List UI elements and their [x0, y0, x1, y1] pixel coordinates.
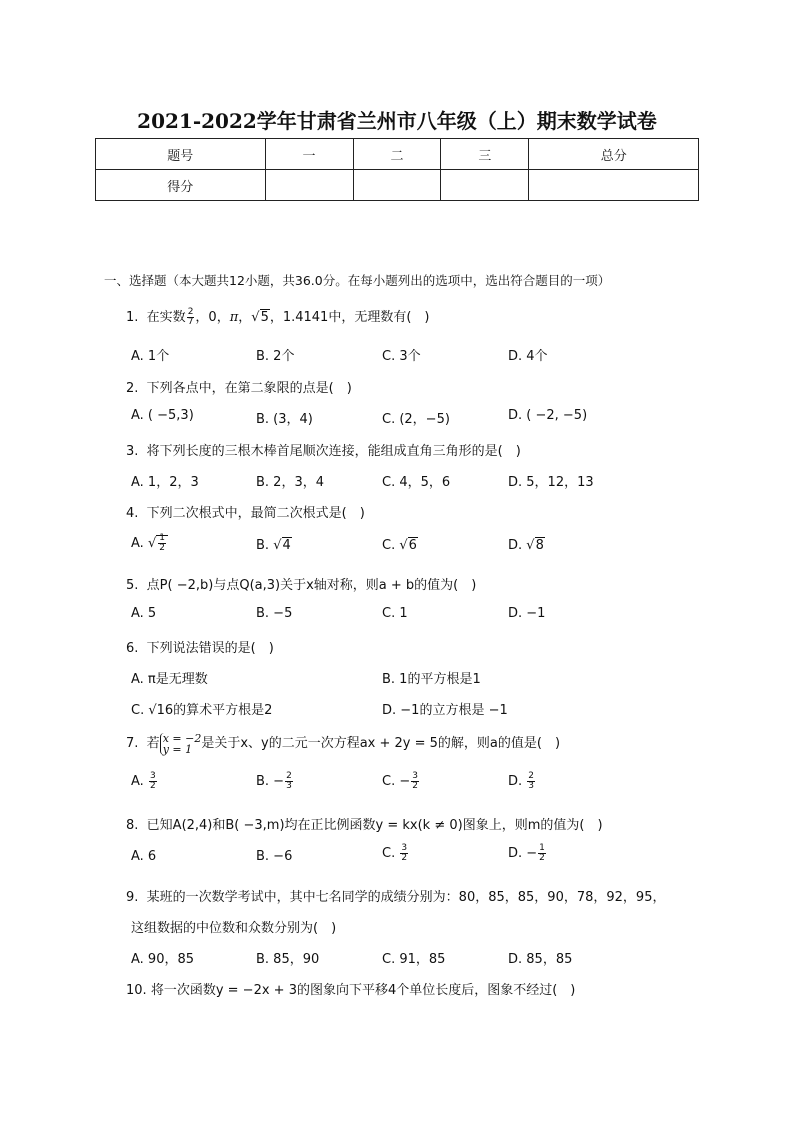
option-b[interactable]: B. −5: [256, 606, 293, 621]
question-6: 6. 下列说法错误的是( ): [126, 641, 274, 656]
option-d[interactable]: D. − $\frac{1}{2}$: [508, 843, 545, 863]
score-table: [95, 138, 699, 201]
question-2: 2. 下列各点中，在第二象限的点是( ): [126, 381, 352, 396]
score-header-cell: 三: [441, 139, 529, 170]
question-9-continued: 这组数据的中位数和众数分别为( ): [131, 921, 337, 936]
option-a[interactable]: A. 6: [131, 849, 157, 864]
question-text: 在实数: [146, 310, 186, 325]
option-a[interactable]: A. 90，85: [131, 952, 195, 967]
option-a[interactable]: A. $\frac{3}{2}$: [131, 771, 156, 791]
option-d[interactable]: D. $\frac{2}{3}$: [508, 771, 535, 791]
question-3: 3. 将下列长度的三根木棒首尾顺次连接，能组成直角三角形的是( ): [126, 444, 521, 459]
option-d[interactable]: D. 5，12，13: [508, 475, 594, 490]
question-number: 1.: [126, 310, 139, 325]
score-cell: [265, 170, 353, 201]
option-c[interactable]: C. (2，−5): [382, 412, 450, 427]
option-b[interactable]: B. 2，3，4: [256, 475, 324, 490]
score-header-cell: 二: [353, 139, 441, 170]
score-table-score-row: [96, 170, 699, 201]
exam-title: 2021-2022学年甘肃省兰州市八年级（上）期末数学试卷: [137, 109, 657, 133]
score-row-label: 得分: [96, 170, 266, 201]
sqrt: √ $\frac{1}{2}$: [148, 534, 168, 553]
option-b[interactable]: B. 85，90: [256, 952, 320, 967]
option-a[interactable]: A. 5: [131, 606, 157, 621]
option-a[interactable]: A. √ $\frac{1}{2}$: [131, 534, 168, 553]
score-header-cell: 一: [265, 139, 353, 170]
option-d[interactable]: D. √8: [508, 538, 544, 553]
option-b[interactable]: B. −6: [256, 849, 293, 864]
option-b[interactable]: B. √4: [256, 538, 291, 553]
score-cell: [529, 170, 699, 201]
option-d[interactable]: D. 85，85: [508, 952, 573, 967]
score-cell: [353, 170, 441, 201]
option-d[interactable]: D. 4个: [508, 349, 548, 364]
option-b[interactable]: B. 1的平方根是1: [382, 672, 481, 687]
score-header-cell: 总分: [529, 139, 699, 170]
option-c[interactable]: C. 91，85: [382, 952, 446, 967]
option-b[interactable]: B. 2个: [256, 349, 295, 364]
option-c[interactable]: C. 4，5，6: [382, 475, 451, 490]
question-10: 10. 将一次函数y = −2x + 3的图象向下平移4个单位长度后，图象不经过( ): [126, 983, 576, 998]
option-b[interactable]: B. − $\frac{2}{3}$: [256, 771, 292, 791]
option-c[interactable]: C. $\frac{3}{2}$: [382, 843, 408, 863]
section-heading: 一、选择题（本大题共12小题，共36.0分。在每小题列出的选项中，选出符合题目的一项）: [104, 273, 611, 288]
option-a[interactable]: A. 1，2，3: [131, 475, 199, 490]
equation-system: x = −2 y = 1: [160, 733, 202, 755]
option-c[interactable]: C. √6: [382, 538, 417, 553]
option-b[interactable]: B. (3，4): [256, 412, 313, 427]
question-9: 9. 某班的一次数学考试中，其中七名同学的成绩分别为：80，85，85，90，78，92，95，: [126, 890, 666, 905]
score-header-cell: 题号: [96, 139, 266, 170]
question-1: 1. 在实数 $\frac{2}{7}$ ，0，π，√5，1.4141中，无理数有( ): [126, 307, 430, 327]
question-8: 8. 已知A(2,4)和B( −3,m)均在正比例函数y = kx(k ≠ 0)图象上，则m的值为( ): [126, 818, 603, 833]
option-a[interactable]: A. π是无理数: [131, 672, 208, 687]
option-c[interactable]: C. 1: [382, 606, 408, 621]
score-cell: [441, 170, 529, 201]
question-5: 5. 点P( −2,b)与点Q(a,3)关于x轴对称，则a + b的值为( ): [126, 578, 477, 593]
question-4: 4. 下列二次根式中，最简二次根式是( ): [126, 506, 365, 521]
option-c[interactable]: C. 3个: [382, 349, 421, 364]
fraction: $\frac{2}{7}$: [187, 307, 194, 327]
option-c[interactable]: C. − $\frac{3}{2}$: [382, 771, 418, 791]
option-d[interactable]: D. ( −2, −5): [508, 408, 588, 423]
option-a[interactable]: A. 1个: [131, 349, 170, 364]
option-d[interactable]: D. −1的立方根是 −1: [382, 703, 508, 718]
option-c[interactable]: C. √16的算术平方根是2: [131, 703, 273, 718]
score-table-header-row: [96, 139, 699, 170]
question-7: 7. 若 x = −2 y = 1 是关于x、y的二元一次方程ax + 2y = 5的解，则a的值是( ): [126, 731, 561, 756]
option-d[interactable]: D. −1: [508, 606, 546, 621]
sqrt: √5: [251, 310, 269, 325]
option-a[interactable]: A. ( −5,3): [131, 408, 194, 423]
